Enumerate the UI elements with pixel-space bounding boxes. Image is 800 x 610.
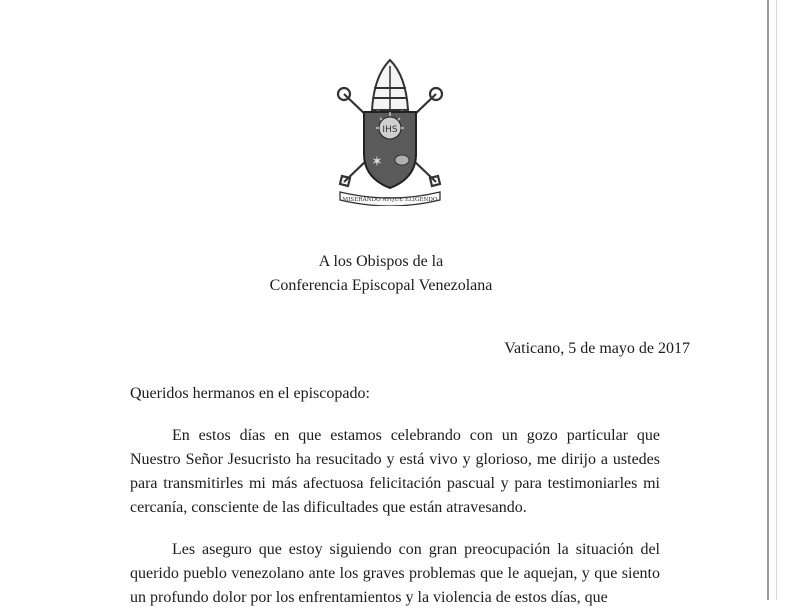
svg-text:✶: ✶ [371,154,383,170]
svg-text:IHS: IHS [382,125,398,135]
coat-of-arms-icon [330,54,450,206]
body-paragraph-2: Les aseguro que estoy siguiendo con gran preocupación la situación del querido pueblo venezolano ante los graves problemas que le aquejan, y que siento un profundo dolor por los enfrentamientos y la violencia de estos días, que [130,541,660,606]
page-edge-line [767,0,769,600]
addressee-line-1: A los Obispos de la [318,253,444,270]
addressee-line-2: Conferencia Episcopal Venezolana [269,277,493,294]
letter-dateline: Vaticano, 5 de mayo de 2017 [504,340,690,357]
letter-salutation: Queridos hermanos en el episcopado: [130,385,370,402]
motto-text: MISERANDO ATQUE ELIGENDO [342,197,438,203]
page-edge-line-faint [776,0,777,600]
body-paragraph-1: En estos días en que estamos celebrando con un gozo particular que Nuestro Señor Jesucristo ha resucitado y está vivo y glorioso, me dirijo a ustedes para transmitirles mi más afectuosa felicitación pascual y para testimoniarles mi cercanía, consciente de las dificultades que están atravesando. [130,427,660,516]
